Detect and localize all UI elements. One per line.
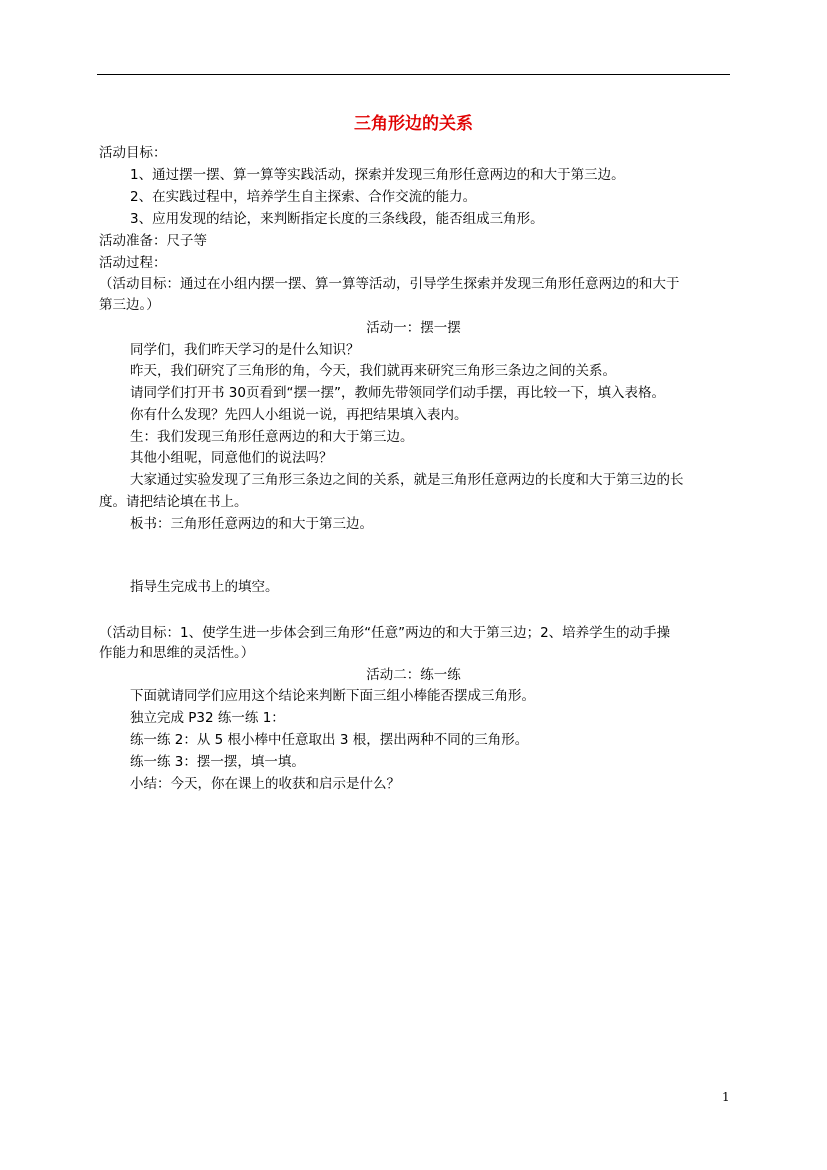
header-rule <box>97 74 730 75</box>
board-line: 板书：三角形任意两边的和大于第三边。 <box>130 516 373 532</box>
guide-line: 指导生完成书上的填空。 <box>130 579 279 595</box>
paragraph-line: 下面就请同学们应用这个结论来判断下面三组小棒能否摆成三角形。 <box>130 688 535 704</box>
goal-item: 1、通过摆一摆、算一算等实践活动，探索并发现三角形任意两边的和大于第三边。 <box>130 167 625 183</box>
paragraph-line: 练一练 3：摆一摆，填一填。 <box>130 754 305 770</box>
preparation-line: 活动准备：尺子等 <box>99 233 207 249</box>
paragraph-line: 大家通过实验发现了三角形三条边之间的关系，就是三角形任意两边的长度和大于第三边的长 <box>130 472 684 488</box>
paragraph-line: 独立完成 P32 练一练 1： <box>130 710 285 726</box>
paragraph-line: 昨天，我们研究了三角形的角，今天，我们就再来研究三角形三条边之间的关系。 <box>130 363 616 379</box>
goals-heading: 活动目标： <box>99 145 167 161</box>
paragraph-line: 同学们，我们昨天学习的是什么知识？ <box>130 342 360 358</box>
paragraph-line: 练一练 2：从 5 根小棒中任意取出 3 根，摆出两种不同的三角形。 <box>130 732 529 748</box>
paragraph-line: 度。请把结论填在书上。 <box>99 494 248 510</box>
process-goal-line: （活动目标：通过在小组内摆一摆、算一算等活动，引导学生探索并发现三角形任意两边的和大于 <box>99 276 680 292</box>
process-heading: 活动过程： <box>99 255 167 271</box>
paragraph-line: 请同学们打开书 30页看到“摆一摆”，教师先带领同学们动手摆，再比较一下，填入表格。 <box>130 385 665 401</box>
goal-item: 2、在实践过程中，培养学生自主探索、合作交流的能力。 <box>130 189 477 205</box>
paragraph-line: 小结：今天，你在课上的收获和启示是什么？ <box>130 776 400 792</box>
paragraph-line: 你有什么发现？先四人小组说一说，再把结果填入表内。 <box>130 407 468 423</box>
activity2-heading: 活动二：练一练 <box>366 667 461 683</box>
activity2-goal-line: （活动目标：1、使学生进一步体会到三角形“任意”两边的和大于第三边；2、培养学生的动手操 <box>99 625 671 641</box>
paragraph-line: 生：我们发现三角形任意两边的和大于第三边。 <box>130 429 414 445</box>
activity2-goal-line: 作能力和思维的灵活性。） <box>99 645 255 661</box>
activity1-heading: 活动一：摆一摆 <box>366 320 461 336</box>
goal-item: 3、应用发现的结论，来判断指定长度的三条线段，能否组成三角形。 <box>130 211 544 227</box>
process-goal-line: 第三边。） <box>99 297 160 313</box>
document-title: 三角形边的关系 <box>354 114 473 134</box>
page-number: 1 <box>722 1090 730 1104</box>
paragraph-line: 其他小组呢，同意他们的说法吗？ <box>130 450 333 466</box>
